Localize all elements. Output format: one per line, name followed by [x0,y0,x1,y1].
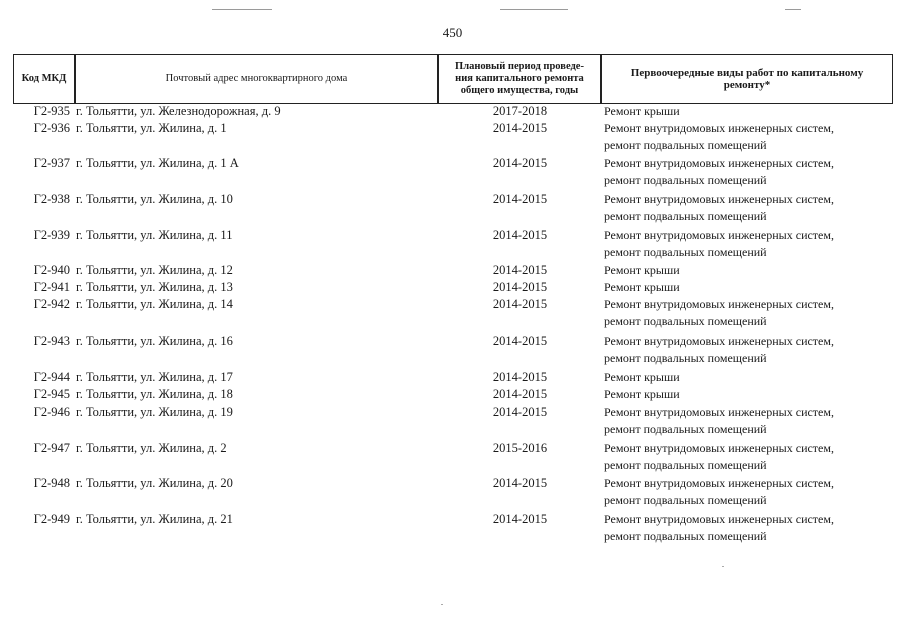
row-works: Ремонт внутридомовых инженерных систем, ремонт подвальных помещений [604,297,834,328]
row-period: 2014-2015 [492,334,548,348]
row-code: Г2-946 [33,405,70,419]
row-address: г. Тольятти, ул. Жилина, д. 1 [76,121,227,135]
row-period: 2014-2015 [492,192,548,206]
row-period: 2014-2015 [492,121,548,135]
row-period: 2015-2016 [492,441,548,455]
row-works: Ремонт внутридомовых инженерных систем, ремонт подвальных помещений [604,121,834,152]
row-works: Ремонт внутридомовых инженерных систем, ремонт подвальных помещений [604,441,834,472]
row-code: Г2-944 [33,370,70,384]
row-code: Г2-941 [33,280,70,294]
row-works: Ремонт внутридомовых инженерных систем, ремонт подвальных помещений [604,192,834,223]
header-code: Код МКД [21,73,67,84]
row-period: 2014-2015 [492,405,548,419]
row-period: 2014-2015 [492,297,548,311]
page-number: 450 [442,25,463,40]
row-address: г. Тольятти, ул. Жилина, д. 14 [76,297,233,311]
row-works: Ремонт внутридомовых инженерных систем, ремонт подвальных помещений [604,156,834,187]
header-works: Первоочередные виды работ по капитальному ремонту* [630,67,864,91]
row-address: г. Тольятти, ул. Жилина, д. 19 [76,405,233,419]
row-period: 2014-2015 [492,512,548,526]
row-works: Ремонт крыши [604,387,680,401]
row-works: Ремонт внутридомовых инженерных систем, ремонт подвальных помещений [604,512,834,543]
row-address: г. Тольятти, ул. Жилина, д. 1 А [76,156,239,170]
row-code: Г2-947 [33,441,70,455]
row-works: Ремонт внутридомовых инженерных систем, ремонт подвальных помещений [604,228,834,259]
scan-dot [722,566,724,567]
row-code: Г2-937 [33,156,70,170]
scan-dot [441,604,443,605]
row-works: Ремонт крыши [604,370,680,384]
row-address: г. Тольятти, ул. Жилина, д. 21 [76,512,233,526]
row-code: Г2-940 [33,263,70,277]
row-address: г. Тольятти, ул. Железнодорожная, д. 9 [76,104,281,118]
row-code: Г2-938 [33,192,70,206]
row-code: Г2-948 [33,476,70,490]
row-works: Ремонт крыши [604,263,680,277]
row-code: Г2-942 [33,297,70,311]
row-code: Г2-945 [33,387,70,401]
row-code: Г2-943 [33,334,70,348]
row-address: г. Тольятти, ул. Жилина, д. 18 [76,387,233,401]
row-period: 2014-2015 [492,280,548,294]
row-period: 2017-2018 [492,104,548,118]
row-address: г. Тольятти, ул. Жилина, д. 20 [76,476,233,490]
row-code: Г2-935 [33,104,70,118]
row-works: Ремонт внутридомовых инженерных систем, ремонт подвальных помещений [604,476,834,507]
row-works: Ремонт внутридомовых инженерных систем, ремонт подвальных помещений [604,405,834,436]
row-works: Ремонт крыши [604,104,680,118]
row-address: г. Тольятти, ул. Жилина, д. 11 [76,228,233,242]
row-period: 2014-2015 [492,387,548,401]
row-works: Ремонт внутридомовых инженерных систем, ремонт подвальных помещений [604,334,834,365]
row-works: Ремонт крыши [604,280,680,294]
row-code: Г2-936 [33,121,70,135]
row-period: 2014-2015 [492,228,548,242]
scan-mark [212,9,272,10]
scan-mark [785,9,801,10]
row-code: Г2-949 [33,512,70,526]
row-address: г. Тольятти, ул. Жилина, д. 13 [76,280,233,294]
row-period: 2014-2015 [492,263,548,277]
row-period: 2014-2015 [492,476,548,490]
row-period: 2014-2015 [492,370,548,384]
header-period: Плановый период проведе- ния капитального ремонта общего имущества, годы [455,61,584,96]
header-address: Почтовый адрес многоквартирного дома [165,73,348,84]
row-address: г. Тольятти, ул. Жилина, д. 16 [76,334,233,348]
row-address: г. Тольятти, ул. Жилина, д. 10 [76,192,233,206]
row-address: г. Тольятти, ул. Жилина, д. 12 [76,263,233,277]
row-code: Г2-939 [33,228,70,242]
row-period: 2014-2015 [492,156,548,170]
row-address: г. Тольятти, ул. Жилина, д. 17 [76,370,233,384]
row-address: г. Тольятти, ул. Жилина, д. 2 [76,441,227,455]
scan-mark [500,9,568,10]
